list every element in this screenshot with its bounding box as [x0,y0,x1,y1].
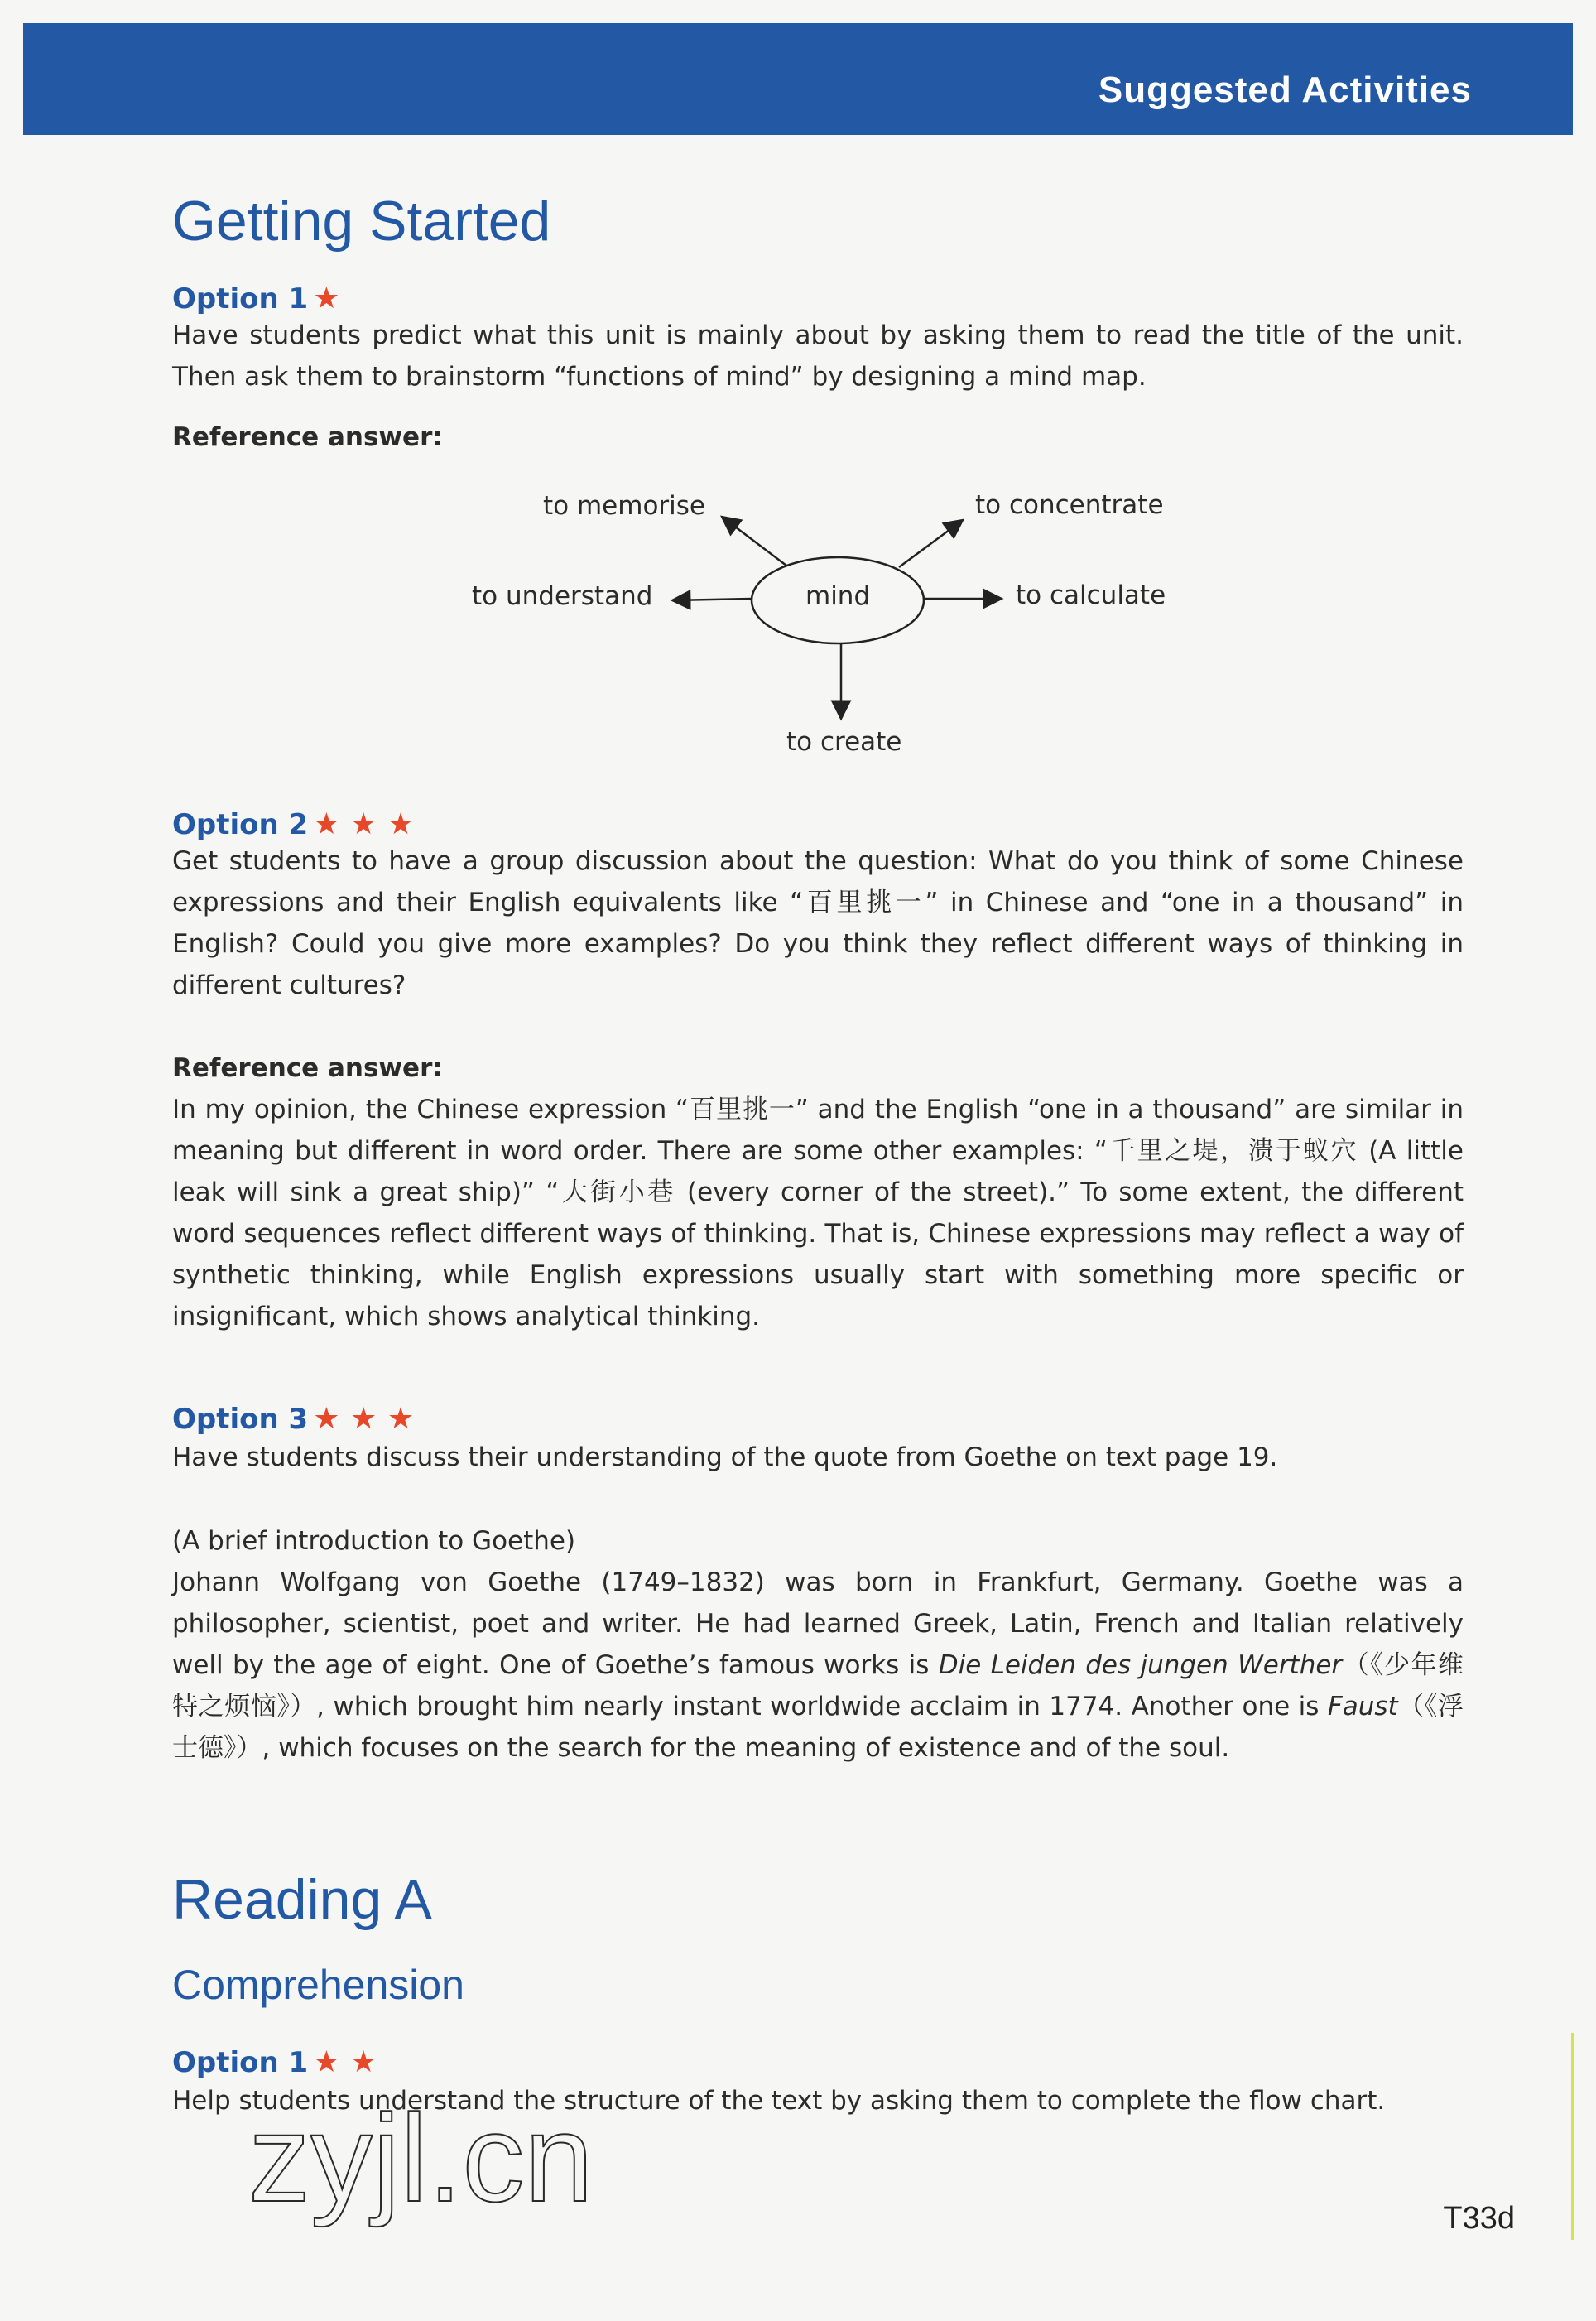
goethe-intro-text [172,1562,1464,1769]
mind-map-create: to create [786,727,902,757]
reading-option-1-heading [172,2045,377,2079]
option-1-text: Have students predict what this unit is mainly about by asking them to read the title of the unit. Then ask them to brainstorm “functions of mind” by designing a mind map. [172,320,1464,392]
watermark: zyjl.cn [248,2088,594,2227]
mind-map-understand: to understand [472,581,653,611]
heading-comprehension: Comprehension [172,1962,464,2008]
star-rating: ★ ★ ★ [313,807,415,841]
mind-map-center: mind [805,581,871,611]
edge-marker [1571,2033,1574,2240]
star-rating: ★ ★ ★ [313,1402,415,1436]
mind-map-concentrate: to concentrate [975,490,1164,520]
heading-getting-started: Getting Started [172,190,551,253]
option-label: Option 1 [172,2046,309,2079]
reading-option-1-text: Help students understand the structure of the text by asking them to complete the flow chart. [172,2086,1386,2116]
reference-answer-label: Reference answer: [172,1053,443,1083]
intro-part-2: （《少年维特之烦恼》）, which brought him nearly instant worldwide acclaim in 1774. Another one is [172,1650,1464,1721]
goethe-intro-heading: (A brief introduction to Goethe) [172,1526,576,1556]
work-title-werther: Die Leiden des jungen Werther [938,1650,1343,1680]
option-2-heading [172,807,414,841]
heading-reading-a: Reading A [172,1868,432,1931]
option-3-text: Have students discuss their understanding of the quote from Goethe on text page 19. [172,1442,1278,1472]
option-label: Option 1 [172,282,309,315]
arrow-understand [672,599,752,600]
mind-map-calculate: to calculate [1016,580,1166,610]
intro-part-3: （《浮士德》）, which focuses on the search for the meaning of existence and of the soul. [172,1692,1464,1763]
option-label: Option 3 [172,1403,309,1436]
option-2-reference-text: In my opinion, the Chinese expression “百里挑一” and the English “one in a thousand” are similar in meaning but different in word order. There are some other examples: “千里之堤，溃于蚁穴 (A little leak will sink a great ship)” “大街小巷 (every corner of the street).” To some extent, the different word sequences reflect different ways of thinking. That is, Chinese expressions may reflect a way of synthetic thinking, while English expressions usually start with something more specific or insignificant, which shows analytical thinking. [172,1095,1464,1331]
mind-map-memorise: to memorise [543,491,705,521]
option-3-heading [172,1402,414,1436]
option-label: Option 2 [172,808,309,841]
section-title: Suggested Activities [1098,70,1472,110]
option-2-text: Get students to have a group discussion about the question: What do you think of some Chinese expressions and their English equivalents like “百里挑一” in Chinese and “one in a thousand” in English? Could you give more examples? Do you think they reflect different ways of thinking in different cultures? [172,846,1464,1000]
reference-answer-label: Reference answer: [172,422,443,452]
star-rating: ★ ★ [313,2045,377,2079]
arrow-memorise [722,517,786,566]
work-title-faust: Faust [1327,1692,1398,1721]
page-number: T33d [1443,2201,1515,2236]
intro-part-1: Johann Wolfgang von Goethe (1749–1832) was born in Frankfurt, Germany. Goethe was a philosopher, scientist, poet and writer. He had learned Greek, Latin, French and Italian relatively well by the age of eight. One of Goethe’s famous works is [172,1567,1464,1680]
arrow-concentrate [899,520,963,567]
star-rating: ★ [313,282,340,315]
